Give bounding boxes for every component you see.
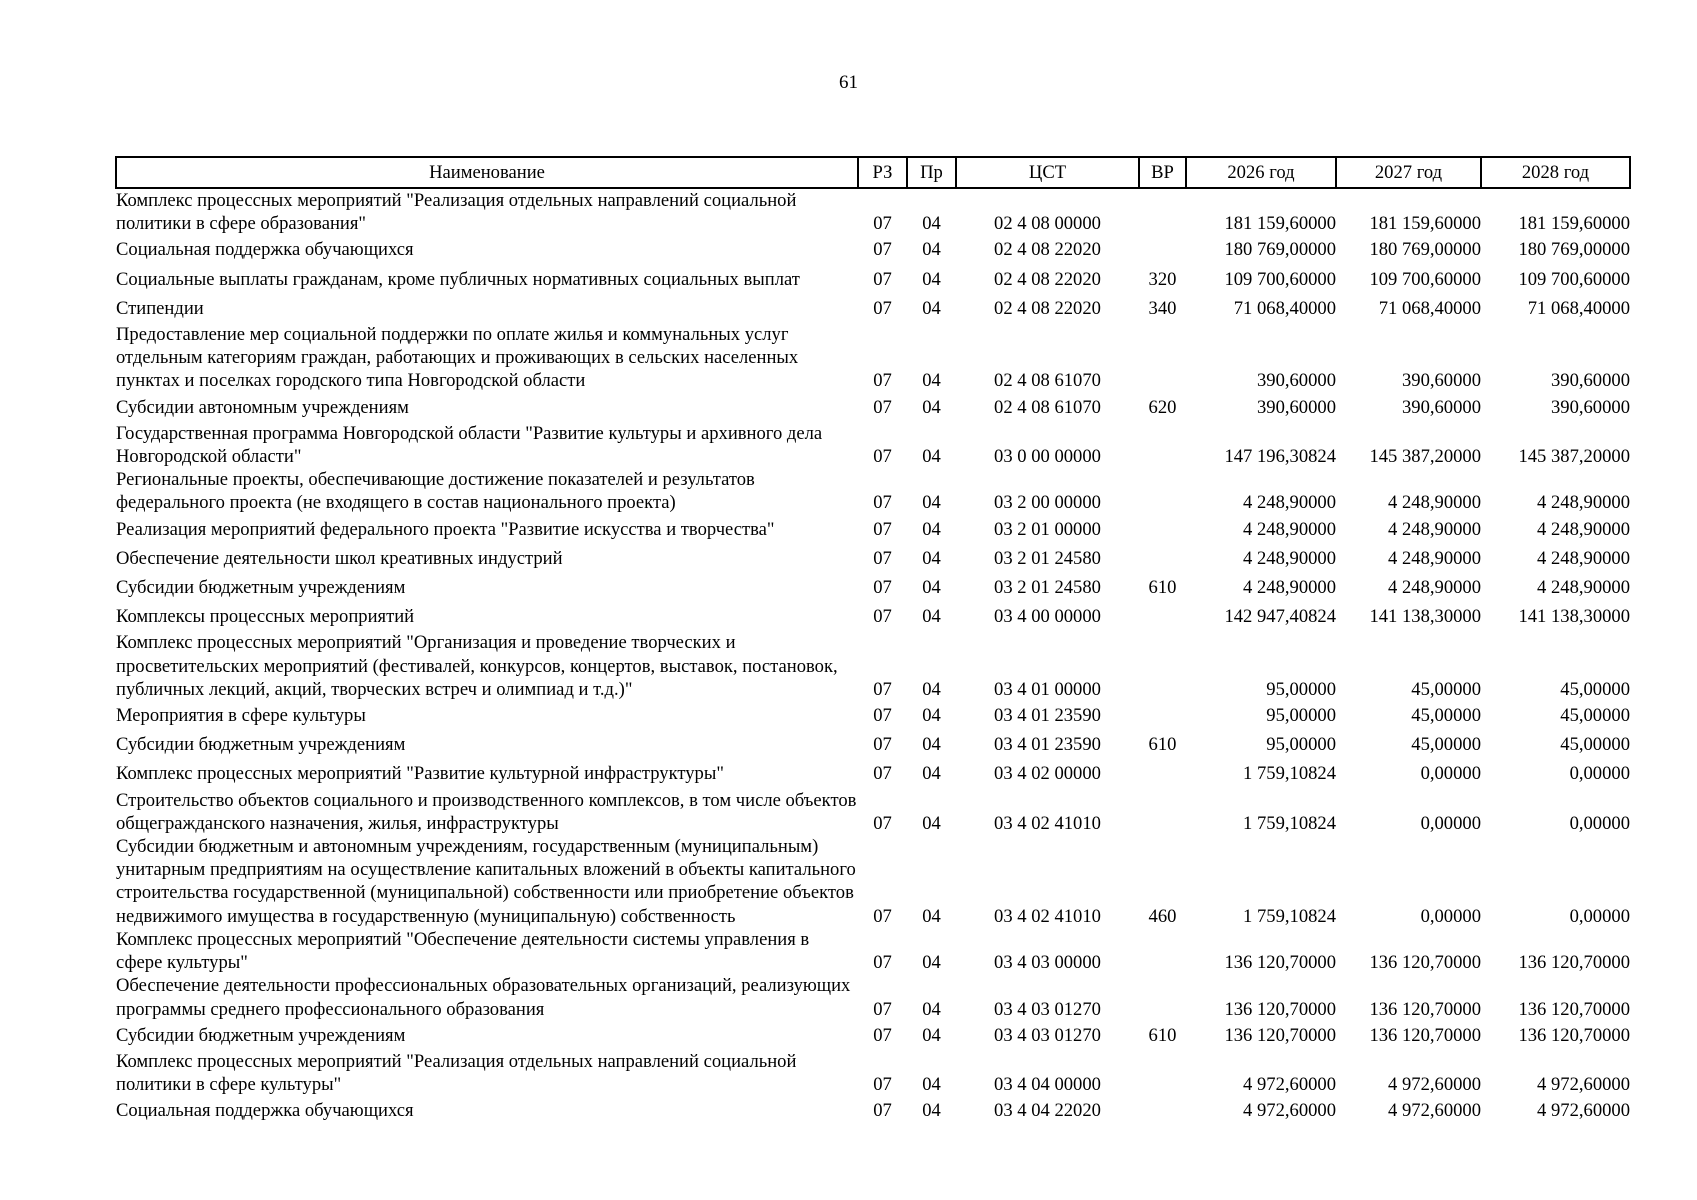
table-row [116,544,1630,573]
table-row [116,701,1630,730]
row-vr [1139,544,1186,573]
row-vr [1139,422,1186,468]
row-2026: 136 120,70000 [1224,1024,1336,1046]
row-2028: 181 159,60000 [1518,213,1630,235]
row-vr: 340 [1148,297,1177,319]
row-vr: 320 [1148,268,1177,290]
row-name: Обеспечение деятельности профессиональных образовательных организаций, реализующих программы среднего профессионального образования [116,975,851,1020]
row-2026: 1 759,10824 [1243,812,1336,834]
row-vr [1139,759,1186,788]
row-pr: 04 [922,446,941,468]
row-2027: 136 120,70000 [1369,952,1481,974]
row-2027: 4 248,90000 [1388,547,1481,569]
table-row [116,631,1630,701]
row-2028: 180 769,00000 [1518,239,1630,261]
row-name: Субсидии бюджетным учреждениям [116,734,406,756]
row-rz: 07 [873,492,892,514]
row-2026: 147 196,30824 [1224,446,1336,468]
row-rz: 07 [873,577,892,599]
row-cst: 03 4 02 00000 [994,763,1101,785]
row-2027: 4 248,90000 [1388,492,1481,514]
row-pr: 04 [922,734,941,756]
row-cst: 03 4 03 01270 [994,998,1101,1020]
row-name: Строительство объектов социального и производственного комплексов, в том числе объектов общегражданского назначения, жилья, инфраструктуры [116,789,857,834]
row-2027: 0,00000 [1420,905,1481,927]
row-2026: 142 947,40824 [1224,606,1336,628]
row-pr: 04 [922,705,941,727]
row-cst: 03 4 04 00000 [994,1074,1101,1096]
row-rz: 07 [873,213,892,235]
row-cst: 02 4 08 00000 [994,213,1101,235]
row-2028: 136 120,70000 [1518,1024,1630,1046]
row-2026: 1 759,10824 [1243,763,1336,785]
row-rz: 07 [873,1074,892,1096]
row-2026: 4 248,90000 [1243,518,1336,540]
row-2026: 95,00000 [1266,734,1336,756]
row-2027: 390,60000 [1401,370,1481,392]
row-cst: 03 4 04 22020 [994,1100,1101,1122]
row-name: Комплекс процессных мероприятий "Развитие культурной инфраструктуры" [116,763,724,785]
row-2026: 136 120,70000 [1224,998,1336,1020]
row-2028: 136 120,70000 [1518,952,1630,974]
row-vr [1139,468,1186,514]
row-name: Субсидии бюджетным и автономным учреждениям, государственным (муниципальным) унитарным предприятиям на осуществление капитальных вложений в объекты капитального строительства государственной (муниципальной) собственности или приобретение объектов недвижимого имущества в государственную (муниципальную) собственность [116,836,856,927]
row-name: Субсидии бюджетным учреждениям [116,577,406,599]
row-name: Государственная программа Новгородской области "Развитие культуры и архивного дела Новгородской области" [116,422,823,468]
row-2028: 4 248,90000 [1537,492,1630,514]
row-2027: 0,00000 [1420,763,1481,785]
row-2028: 45,00000 [1560,734,1630,756]
table-row [116,323,1630,393]
table-row [116,1096,1630,1125]
header-vr: ВР [1139,157,1186,188]
row-name: Комплекс процессных мероприятий "Обеспечение деятельности системы управления в сфере культуры" [116,928,810,974]
row-cst: 03 2 00 00000 [994,492,1101,514]
row-2028: 136 120,70000 [1518,998,1630,1020]
row-rz: 07 [873,763,892,785]
row-cst: 03 4 00 00000 [994,606,1101,628]
row-pr: 04 [922,370,941,392]
table-row [116,1050,1630,1096]
header-name: Наименование [116,157,858,188]
row-2026: 136 120,70000 [1224,952,1336,974]
row-pr: 04 [922,518,941,540]
row-cst: 02 4 08 22020 [994,239,1101,261]
row-cst: 03 4 01 23590 [994,705,1101,727]
row-pr: 04 [922,239,941,261]
row-rz: 07 [873,370,892,392]
row-cst: 02 4 08 22020 [994,268,1101,290]
row-2028: 141 138,30000 [1518,606,1630,628]
row-2026: 180 769,00000 [1224,239,1336,261]
table-row [116,789,1630,835]
row-2026: 4 972,60000 [1243,1074,1336,1096]
row-rz: 07 [873,268,892,290]
row-pr: 04 [922,577,941,599]
row-2028: 4 972,60000 [1537,1074,1630,1096]
table-row [116,759,1630,788]
header-row [116,157,1630,188]
row-2028: 109 700,60000 [1518,268,1630,290]
table-header [116,157,1630,188]
row-cst: 03 2 01 24580 [994,577,1101,599]
row-2026: 95,00000 [1266,705,1336,727]
row-vr [1139,323,1186,393]
row-rz: 07 [873,396,892,418]
row-vr [1139,701,1186,730]
row-2027: 4 248,90000 [1388,577,1481,599]
row-2026: 95,00000 [1266,678,1336,700]
row-rz: 07 [873,734,892,756]
row-vr [1139,974,1186,1020]
row-rz: 07 [873,239,892,261]
header-pr: Пр [907,157,956,188]
row-pr: 04 [922,905,941,927]
row-rz: 07 [873,812,892,834]
row-2028: 390,60000 [1550,370,1630,392]
row-2028: 0,00000 [1569,763,1630,785]
table-row [116,393,1630,422]
row-cst: 03 4 03 01270 [994,1024,1101,1046]
row-vr [1139,789,1186,835]
row-vr [1139,515,1186,544]
table-row [116,468,1630,514]
row-pr: 04 [922,492,941,514]
row-name: Реализация мероприятий федерального проекта "Развитие искусства и творчества" [116,518,775,540]
row-name: Социальная поддержка обучающихся [116,1100,414,1122]
row-name: Комплекс процессных мероприятий "Реализация отдельных направлений социальной политики в сфере культуры" [116,1050,797,1096]
row-2027: 136 120,70000 [1369,998,1481,1020]
row-vr [1139,602,1186,631]
row-pr: 04 [922,268,941,290]
header-rz: РЗ [858,157,907,188]
row-2026: 71 068,40000 [1233,297,1336,319]
row-vr [1139,235,1186,264]
header-cst: ЦСТ [956,157,1139,188]
row-pr: 04 [922,678,941,700]
table-row [116,294,1630,323]
row-2028: 45,00000 [1560,705,1630,727]
page-number: 61 [839,72,858,93]
row-vr: 610 [1148,734,1177,756]
row-name: Комплекс процессных мероприятий "Реализация отдельных направлений социальной политики в сфере образования" [116,190,797,235]
table-row [116,515,1630,544]
header-year-2027: 2027 год [1336,157,1481,188]
row-2028: 45,00000 [1560,678,1630,700]
table-row [116,928,1630,974]
row-name: Социальная поддержка обучающихся [116,239,414,261]
row-pr: 04 [922,998,941,1020]
header-year-2028: 2028 год [1481,157,1630,188]
row-cst: 03 2 01 24580 [994,547,1101,569]
table-row [116,974,1630,1020]
row-2027: 0,00000 [1420,812,1481,834]
row-2026: 390,60000 [1256,370,1336,392]
row-name: Комплексы процессных мероприятий [116,606,415,628]
row-pr: 04 [922,297,941,319]
row-cst: 03 4 03 00000 [994,952,1101,974]
row-2027: 390,60000 [1401,396,1481,418]
row-name: Обеспечение деятельности школ креативных индустрий [116,547,563,569]
table-row [116,835,1630,928]
row-cst: 03 4 01 00000 [994,678,1101,700]
row-pr: 04 [922,1074,941,1096]
row-pr: 04 [922,812,941,834]
row-rz: 07 [873,705,892,727]
row-vr [1139,1096,1186,1125]
row-2026: 1 759,10824 [1243,905,1336,927]
row-vr [1139,188,1186,235]
row-cst: 03 4 02 41010 [994,905,1101,927]
row-2026: 109 700,60000 [1224,268,1336,290]
row-2027: 45,00000 [1411,678,1481,700]
row-name: Стипендии [116,297,204,319]
row-rz: 07 [873,905,892,927]
row-rz: 07 [873,998,892,1020]
row-2028: 0,00000 [1569,905,1630,927]
row-rz: 07 [873,297,892,319]
row-vr [1139,1050,1186,1096]
row-vr: 460 [1148,905,1177,927]
row-name: Субсидии автономным учреждениям [116,396,409,418]
row-2026: 4 248,90000 [1243,547,1336,569]
row-cst: 02 4 08 61070 [994,370,1101,392]
row-rz: 07 [873,446,892,468]
table-row [116,730,1630,759]
row-pr: 04 [922,606,941,628]
table-row [116,188,1630,235]
row-2028: 390,60000 [1550,396,1630,418]
table-row [116,573,1630,602]
table-row [116,1021,1630,1050]
row-2026: 4 248,90000 [1243,577,1336,599]
row-2027: 4 972,60000 [1388,1100,1481,1122]
row-2027: 145 387,20000 [1369,446,1481,468]
row-vr [1139,631,1186,701]
row-name: Субсидии бюджетным учреждениям [116,1024,406,1046]
row-name: Региональные проекты, обеспечивающие достижение показателей и результатов федерального проекта (не входящего в состав национального проекта) [116,469,755,514]
budget-table [115,156,1631,1126]
row-pr: 04 [922,396,941,418]
row-cst: 03 4 02 41010 [994,812,1101,834]
row-2027: 45,00000 [1411,705,1481,727]
table-row [116,235,1630,264]
row-rz: 07 [873,952,892,974]
row-2028: 4 248,90000 [1537,577,1630,599]
row-2028: 71 068,40000 [1527,297,1630,319]
row-2027: 4 248,90000 [1388,518,1481,540]
row-pr: 04 [922,952,941,974]
row-2028: 4 248,90000 [1537,547,1630,569]
row-cst: 02 4 08 22020 [994,297,1101,319]
row-2027: 181 159,60000 [1369,213,1481,235]
row-vr: 610 [1148,577,1177,599]
row-2026: 4 248,90000 [1243,492,1336,514]
row-2026: 181 159,60000 [1224,213,1336,235]
row-rz: 07 [873,678,892,700]
row-cst: 03 0 00 00000 [994,446,1101,468]
row-pr: 04 [922,213,941,235]
row-name: Социальные выплаты гражданам, кроме публичных нормативных социальных выплат [116,268,800,290]
table-body [116,188,1630,1126]
row-name: Предоставление мер социальной поддержки по оплате жилья и коммунальных услуг отдельным категориям граждан, работающих и проживающих в сельских населенных пунктах и поселках городского типа Новгородской области [116,324,799,392]
row-2027: 180 769,00000 [1369,239,1481,261]
row-2027: 136 120,70000 [1369,1024,1481,1046]
row-2026: 4 972,60000 [1243,1100,1336,1122]
row-rz: 07 [873,606,892,628]
row-2027: 109 700,60000 [1369,268,1481,290]
row-2028: 4 248,90000 [1537,518,1630,540]
row-pr: 04 [922,1100,941,1122]
row-2027: 4 972,60000 [1388,1074,1481,1096]
table-row [116,265,1630,294]
row-2027: 141 138,30000 [1369,606,1481,628]
row-pr: 04 [922,547,941,569]
row-2028: 4 972,60000 [1537,1100,1630,1122]
row-name: Мероприятия в сфере культуры [116,705,366,727]
row-cst: 03 4 01 23590 [994,734,1101,756]
row-name: Комплекс процессных мероприятий "Организация и проведение творческих и просветительских мероприятий (фестивалей, конкурсов, концертов, выставок, постановок, публичных лекций, акций, творческих встреч и олимпиад и т.д.)" [116,632,838,700]
row-rz: 07 [873,518,892,540]
table-row [116,602,1630,631]
row-cst: 02 4 08 61070 [994,396,1101,418]
table-row [116,422,1630,468]
row-2028: 145 387,20000 [1518,446,1630,468]
row-cst: 03 2 01 00000 [994,518,1101,540]
row-pr: 04 [922,763,941,785]
row-rz: 07 [873,1100,892,1122]
header-year-2026: 2026 год [1186,157,1336,188]
row-2027: 45,00000 [1411,734,1481,756]
row-vr [1139,928,1186,974]
row-vr: 620 [1148,396,1177,418]
row-2027: 71 068,40000 [1378,297,1481,319]
row-pr: 04 [922,1024,941,1046]
row-rz: 07 [873,547,892,569]
row-2026: 390,60000 [1256,396,1336,418]
row-vr: 610 [1148,1024,1177,1046]
row-rz: 07 [873,1024,892,1046]
row-2028: 0,00000 [1569,812,1630,834]
